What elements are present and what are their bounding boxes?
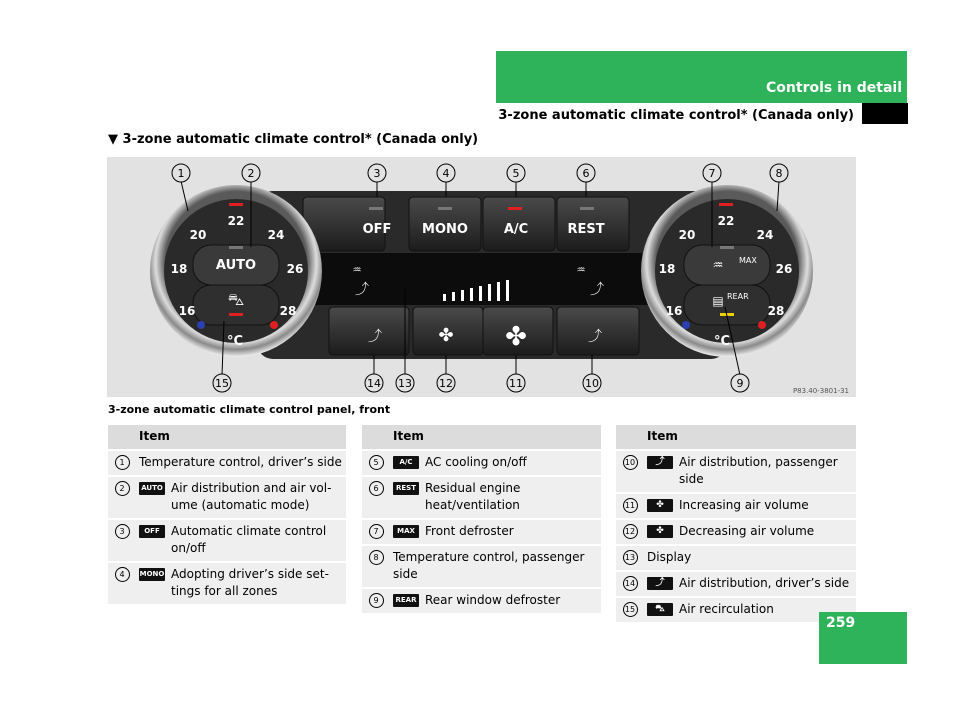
item-description: Air distribution, passenger side <box>679 455 838 486</box>
item-number: 14 <box>623 576 638 591</box>
item-number: 11 <box>623 498 638 513</box>
item-description: Air distribution, driver’s side <box>679 576 850 590</box>
button-symbol-icon: REST <box>393 482 419 495</box>
table-header-row <box>616 425 856 450</box>
item-number: 12 <box>623 524 638 539</box>
callout-top-7: 8 <box>775 167 783 180</box>
air-distribution-icon: ⤴ <box>647 577 673 590</box>
callout-bottom-3: 12 <box>439 377 453 390</box>
callout-top-3: 4 <box>442 167 450 180</box>
table-row <box>362 545 601 588</box>
right-dial-rear-label: REAR <box>727 292 749 301</box>
indicator-mono <box>438 207 452 210</box>
table-row <box>362 476 601 519</box>
table-row <box>616 450 856 493</box>
right-dial-max-button <box>684 245 770 285</box>
table-header-item: Item <box>644 425 856 450</box>
table-row <box>108 562 346 605</box>
display-defrost-left: ♒ <box>352 265 362 276</box>
callout-top-1: 2 <box>247 167 255 180</box>
label-ac: A/C <box>503 222 529 237</box>
item-number: 15 <box>623 602 638 617</box>
callout-bottom-1: 14 <box>367 377 381 390</box>
recirculation-icon: ⛍ <box>647 603 673 616</box>
item-description: Decreasing air volume <box>679 524 815 538</box>
callout-bottom-5: 10 <box>585 377 599 390</box>
left-dial-unit: °C <box>226 334 244 349</box>
button-symbol-icon: MONO <box>139 568 165 581</box>
item-description: AC cooling on/off <box>425 455 527 469</box>
left-dial-recirc-glyph: ⛍ <box>227 290 245 309</box>
triangle-marker-icon: ▼ <box>108 132 123 147</box>
item-description: Air recirculation <box>679 602 774 616</box>
indicator-ac <box>508 207 522 210</box>
callout-bottom-2: 13 <box>398 377 412 390</box>
display-airflow-left: ⤴ <box>355 282 369 298</box>
page-number: 259 <box>826 615 856 631</box>
callout-top-4: 5 <box>512 167 520 180</box>
climate-panel-illustration <box>107 157 856 397</box>
right-temp-24: 24 <box>756 228 774 242</box>
item-number: 1 <box>115 455 130 470</box>
right-temp-16: 16 <box>665 304 683 318</box>
items-table-3 <box>616 425 856 624</box>
right-dial-rear-button <box>684 285 770 325</box>
right-dial-rear-glyph: ▤ <box>712 294 724 308</box>
right-temp-18: 18 <box>658 262 676 276</box>
display-bar <box>461 290 464 301</box>
item-number: 5 <box>369 455 384 470</box>
subsection-title: 3-zone automatic climate control* (Canada only) <box>498 108 854 123</box>
left-temp-18: 18 <box>170 262 188 276</box>
item-description: Temperature control, driver’s side <box>139 455 342 469</box>
table-row <box>108 450 346 476</box>
item-description: Front defroster <box>425 524 514 538</box>
item-description: Rear window defroster <box>425 593 561 607</box>
left-dial <box>150 185 322 357</box>
climate-panel-figure <box>107 157 856 397</box>
air-dist-glyph-driver: ⤴ <box>368 329 382 345</box>
fan-small-glyph: ✤ <box>438 325 454 346</box>
item-number: 4 <box>115 567 130 582</box>
fan-large-icon: ✤ <box>647 499 673 512</box>
callout-top-6: 7 <box>708 167 716 180</box>
display-bar <box>452 292 455 301</box>
left-temp-28: 28 <box>279 304 297 318</box>
item-description: Adopting driver’s side set- tings for all zones <box>171 567 329 598</box>
table-row <box>108 519 346 562</box>
display-bar <box>443 294 446 301</box>
label-off: OFF <box>362 222 392 237</box>
indicator-off <box>369 207 383 210</box>
table-row <box>108 476 346 519</box>
figure-ref: P83.40-3801-31 <box>792 387 849 395</box>
item-number: 8 <box>369 550 384 565</box>
button-symbol-icon: A/C <box>393 456 419 469</box>
air-dist-glyph-pass: ⤴ <box>588 329 602 345</box>
table-header-row <box>362 425 601 450</box>
left-temp-26: 26 <box>286 262 304 276</box>
button-symbol-icon: REAR <box>393 594 419 607</box>
item-number: 7 <box>369 524 384 539</box>
fan-large-glyph: ✤ <box>505 322 527 352</box>
label-mono: MONO <box>422 222 468 237</box>
callout-bottom-6: 9 <box>736 377 744 390</box>
callout-bottom-4: 11 <box>509 377 523 390</box>
button-symbol-icon: OFF <box>139 525 165 538</box>
item-number: 13 <box>623 550 638 565</box>
item-description: Increasing air volume <box>679 498 809 512</box>
item-number: 9 <box>369 593 384 608</box>
left-temp-24: 24 <box>267 228 285 242</box>
left-temp-22: 22 <box>227 214 245 228</box>
section-title: Controls in detail <box>766 80 902 96</box>
table-row <box>362 450 601 476</box>
item-number: 10 <box>623 455 638 470</box>
display-bar <box>497 282 500 301</box>
right-temp-22: 22 <box>717 214 735 228</box>
display-bar <box>470 288 473 301</box>
items-table-1 <box>108 425 346 606</box>
display-bar <box>488 284 491 301</box>
display-airflow-right: ⤴ <box>590 282 604 298</box>
right-dial-max-glyph: ♒ <box>712 258 724 272</box>
display-defrost-right: ♒ <box>576 265 586 276</box>
callout-top-0: 1 <box>177 167 185 180</box>
display-bar <box>506 280 509 301</box>
indicator-rest <box>580 207 594 210</box>
figure-caption: 3-zone automatic climate control panel, front <box>108 403 391 416</box>
right-dial <box>641 185 813 357</box>
table-header-row <box>108 425 346 450</box>
item-number: 3 <box>115 524 130 539</box>
items-table-2 <box>362 425 601 615</box>
item-description: Air distribution and air vol- ume (automatic mode) <box>171 481 332 512</box>
item-description: Temperature control, passenger side <box>393 550 585 581</box>
left-temp-20: 20 <box>189 228 207 242</box>
header-tab <box>862 103 908 124</box>
right-temp-28: 28 <box>767 304 785 318</box>
right-temp-20: 20 <box>678 228 696 242</box>
label-rest: REST <box>567 222 605 237</box>
table-row <box>616 571 856 597</box>
button-symbol-icon: MAX <box>393 525 419 538</box>
right-dial-unit: °C <box>713 334 731 349</box>
page-heading: ▼ 3-zone automatic climate control* (Canada only) <box>108 132 479 147</box>
table-header-item: Item <box>390 425 601 450</box>
table-row <box>362 519 601 545</box>
left-dial-auto-label: AUTO <box>215 258 257 273</box>
button-symbol-icon: AUTO <box>139 482 165 495</box>
item-description: Display <box>647 550 692 564</box>
callout-bottom-0: 15 <box>215 377 229 390</box>
right-dial-max-label: MAX <box>739 256 757 265</box>
callout-top-5: 6 <box>582 167 590 180</box>
fan-small-icon: ✤ <box>647 525 673 538</box>
display-bar <box>479 286 482 301</box>
callout-top-2: 3 <box>373 167 381 180</box>
item-number: 2 <box>115 481 130 496</box>
left-temp-16: 16 <box>178 304 196 318</box>
item-description: Automatic climate control on/off <box>171 524 327 555</box>
item-number: 6 <box>369 481 384 496</box>
table-row <box>616 519 856 545</box>
table-header-item: Item <box>136 425 346 450</box>
table-row <box>362 588 601 614</box>
table-row <box>616 545 856 571</box>
table-row <box>616 493 856 519</box>
right-temp-26: 26 <box>775 262 793 276</box>
item-description: Residual engine heat/ventilation <box>425 481 521 512</box>
air-distribution-icon: ⤴ <box>647 456 673 469</box>
